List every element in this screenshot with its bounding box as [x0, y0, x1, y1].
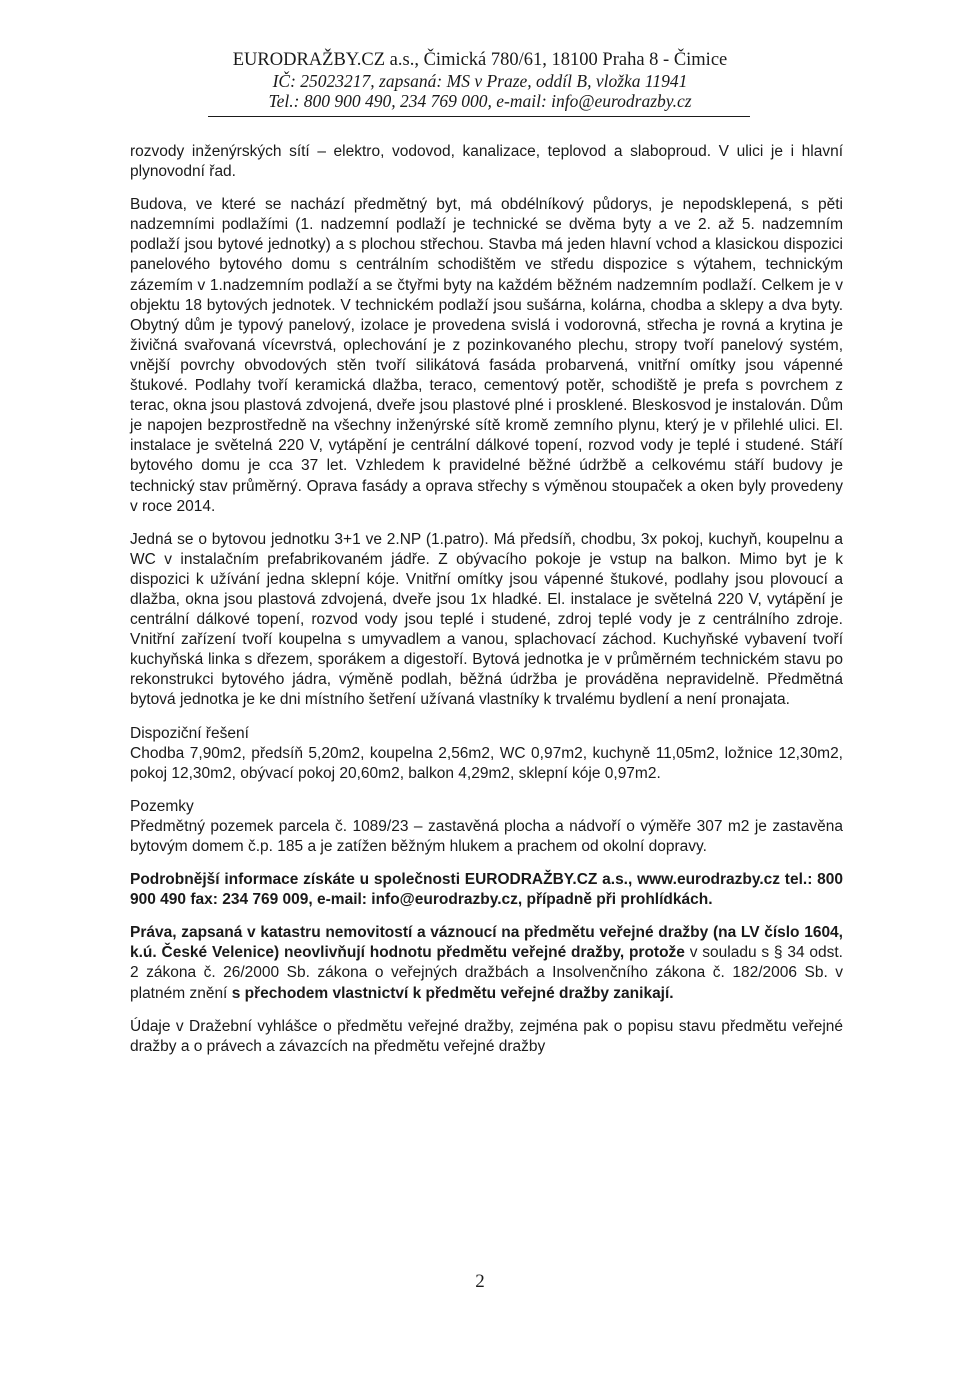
rights-bold-2: s přechodem vlastnictví k předmětu veřejné dražby zanikají.	[231, 984, 674, 1002]
land-heading: Pozemky	[130, 797, 194, 815]
page-number: 2	[475, 1271, 485, 1292]
document-body	[130, 142, 843, 1070]
contact-line: Tel.: 800 900 490, 234 769 000, e-mail: info@eurodrazby.cz	[268, 91, 692, 111]
paragraph-unit: Jedná se o bytovou jednotku 3+1 ve 2.NP (1.patro). Má předsíň, chodbu, 3x pokoj, kuchyň, koupelnu a WC v instalačním prefabrikovaném jádře. Z obývacího pokoje je vstup na balkon. Mimo byt je k dispozici k užívání jedna sklepní kóje. Vnitřní omítky jsou vápenné štukové, podlahy jsou plovoucí a dlažba, okna jsou plastová zdvojená, dveře jsou 1x hladké. El. instalace je světelná 220 V, vytápění je centrální dálkové topení, rozvod vody jsou teplé i studené, zdroj teplé vody je z centrálního zdroje. Vnitřní zařízení tvoří koupelna s umyvadlem a vanou, splachovací záchod. Kuchyňské vybavení tvoří kuchyňská linka s dřezem, sporákem a digestoří. Bytová jednotka je v průměrném technickém stavu po rekonstrukci bytového jádra, výměně podlah, běžná údržba je prováděna nepravidelně. Předmětná bytová jednotka je ke dni místního šetření užívaná vlastníky k trvalému bydlení a není pronajata.	[130, 530, 843, 709]
paragraph-utilities: rozvody inženýrských sítí – elektro, vodovod, kanalizace, teplovod a slaboproud. V ulici je i hlavní plynovodní řad.	[130, 143, 843, 181]
rights-paragraph	[130, 923, 843, 1003]
letterhead	[0, 50, 960, 111]
company-line: EURODRAŽBY.CZ a.s., Čimická 780/61, 18100 Praha 8 - Čimice	[232, 50, 728, 70]
layout-text: Chodba 7,90m2, předsíň 5,20m2, koupelna 2,56m2, WC 0,97m2, kuchyně 11,05m2, ložnice 12,30m2, pokoj 12,30m2, obývací pokoj 20,60m2, balkon 4,29m2, sklepní kóje 0,97m2.	[130, 744, 843, 782]
data-paragraph: Údaje v Dražební vyhlášce o předmětu veřejné dražby, zejména pak o popisu stavu předmětu veřejné dražby a o právech a závazcích na předmětu veřejné dražby	[130, 1017, 843, 1055]
registration-line: IČ: 25023217, zapsaná: MS v Praze, oddíl B, vložka 11941	[272, 71, 688, 91]
paragraph-building: Budova, ve které se nachází předmětný byt, má obdélníkový půdorys, je nepodsklepená, s pěti nadzemními podlažími (1. nadzemní podlaží je technické se dvěma byty a ve 2. až 5. nadzemním podlaží jsou bytové jednotky) a s plochou střechou. Stavba má jeden hlavní vchod a klasickou dispozici panelového bytového domu s centrálním schodištěm ve středu dispozice s výtahem, technickým zázemím v 1.nadzemním podlaží a se čtyřmi byty na každém běžném nadzemním podlaží. Celkem je v objektu 18 bytových jednotek. V technickém podlaží jsou sušárna, kolárna, chodba a sklepy a dva byty. Obytný dům je typový panelový, izolace je provedena svislá i vodorovná, střecha je rovná a krytina je živičná svařovaná vícevrstvá, oplechování je z pozinkovaného plechu, stropy tvoří panelový systém, vnější povrchy obvodových stěn tvoří silikátová fasáda probarvená, vnitřní omítky jsou vápenné štukové. Podlahy tvoří keramická dlažba, teraco, cementový potěr, schodiště je prefa s povrchem z terac, okna jsou plastová zdvojená, dveře jsou plastové plné i prosklené. Bleskosvod je instalován. Dům je napojen bezprostředně na všechny inženýrské sítě kromě zemního plynu, který je v přilehlé ulici. El. instalace je světelná 220 V, vytápění je centrální dálkové topení, rozvod vody je teplé i studené. Stáří bytového domu je cca 37 let. Vzhledem k pravidelné běžné údržbě a celkovému stáří budovy je technický stav průměrný. Oprava fasády a oprava střechy s výměnou stoupaček a oken byly provedeny v roce 2014.	[130, 196, 843, 515]
contact-info-paragraph: Podrobnější informace získáte u společnosti EURODRAŽBY.CZ a.s., www.eurodrazby.cz tel.: 800 900 490 fax: 234 769 009, e-mail: info@eurodrazby.cz, případně při prohlídkách.	[130, 871, 843, 909]
layout-heading: Dispoziční řešení	[130, 724, 249, 742]
header-divider	[208, 116, 750, 117]
rights-bold-1: Práva, zapsaná v katastru nemovitostí a váznoucí na předmětu veřejné dražby (na LV číslo 1604, k.ú. České Velenice) neovlivňují hodnotu předmětu veřejné dražby, protože	[130, 924, 843, 962]
land-text: Předmětný pozemek parcela č. 1089/23 – zastavěná plocha a nádvoří o výměře 307 m2 je zastavěna bytovým domem č.p. 185 a je zatížen běžným hlukem a prachem od okolní dopravy.	[130, 817, 843, 855]
rights-normal: v souladu s § 34 odst. 2 zákona č. 26/2000 Sb. zákona o veřejných dražbách a Insolvenčního zákona č. 182/2006 Sb. v platném znění	[130, 944, 843, 1002]
